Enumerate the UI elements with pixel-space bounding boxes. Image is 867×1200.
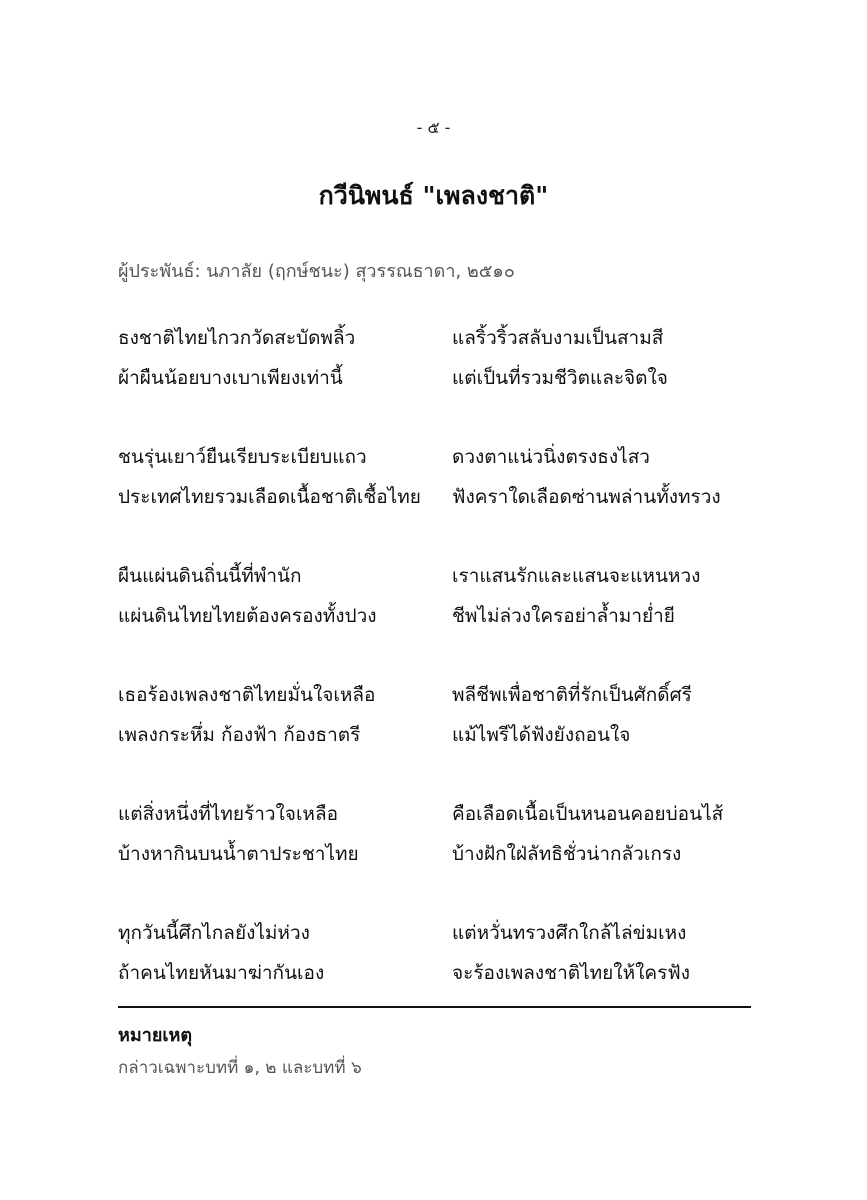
verse-line bbox=[118, 596, 758, 636]
verse-second-half: พลีชีพเพื่อชาติที่รักเป็นศักดิ์ศรี bbox=[452, 684, 692, 706]
verse-line bbox=[118, 953, 758, 993]
note-text: กล่าวเฉพาะบทที่ ๑, ๒ และบทที่ ๖ bbox=[118, 1058, 362, 1078]
verse-second-half: จะร้องเพลงชาติไทยให้ใครฟัง bbox=[452, 962, 691, 984]
poem-body bbox=[118, 318, 758, 1032]
verse-second-half: ชีพไม่ล่วงใครอย่าล้ำมาย่ำยี bbox=[452, 605, 675, 627]
verse-first-half: ประเทศไทยรวมเลือดเนื้อชาติเชื้อไทย bbox=[118, 486, 421, 508]
verse-line bbox=[118, 715, 758, 755]
verse-line bbox=[118, 834, 758, 874]
verse-line bbox=[118, 477, 758, 517]
stanza bbox=[118, 675, 758, 755]
verse-first-half: แผ่นดินไทยไทยต้องครองทั้งปวง bbox=[118, 605, 377, 627]
verse-first-half: ชนรุ่นเยาว์ยืนเรียบระเบียบแถว bbox=[118, 446, 367, 468]
footnote-divider bbox=[118, 1006, 751, 1008]
verse-first-half: ทุกวันนี้ศึกไกลยังไม่ห่วง bbox=[118, 922, 310, 944]
verse-line bbox=[118, 675, 758, 715]
verse-first-half: ผ้าผืนน้อยบางเบาเพียงเท่านี้ bbox=[118, 367, 343, 389]
verse-second-half: ดวงตาแน่วนิ่งตรงธงไสว bbox=[452, 446, 650, 468]
verse-first-half: ผืนแผ่นดินถิ่นนี้ที่พำนัก bbox=[118, 565, 302, 587]
verse-second-half: เราแสนรักและแสนจะแหนหวง bbox=[452, 565, 701, 587]
verse-first-half: เธอร้องเพลงชาติไทยมั่นใจเหลือ bbox=[118, 684, 376, 706]
stanza bbox=[118, 556, 758, 636]
verse-second-half: คือเลือดเนื้อเป็นหนอนคอยบ่อนไส้ bbox=[452, 803, 724, 825]
verse-second-half: แต่เป็นที่รวมชีวิตและจิตใจ bbox=[452, 367, 668, 389]
stanza bbox=[118, 437, 758, 517]
verse-first-half: เพลงกระหึ่ม ก้องฟ้า ก้องธาตรี bbox=[118, 724, 361, 746]
verse-line bbox=[118, 437, 758, 477]
author-line: ผู้ประพันธ์: นภาลัย (ฤกษ์ชนะ) สุวรรณธาดา, ๒๕๑๐ bbox=[118, 261, 515, 282]
verse-first-half: ถ้าคนไทยหันมาฆ่ากันเอง bbox=[118, 962, 325, 984]
verse-line bbox=[118, 794, 758, 834]
verse-second-half: แต่หวั่นทรวงศึกใกล้ไล่ข่มเหง bbox=[452, 922, 687, 944]
verse-second-half: บ้างฝักใฝ่ลัทธิชั่วน่ากลัวเกรง bbox=[452, 843, 682, 865]
verse-second-half: ฟังคราใดเลือดซ่านพล่านทั้งทรวง bbox=[452, 486, 721, 508]
verse-line bbox=[118, 913, 758, 953]
verse-first-half: ธงชาติไทยไกวกวัดสะบัดพลิ้ว bbox=[118, 327, 356, 349]
verse-line bbox=[118, 556, 758, 596]
verse-line bbox=[118, 318, 758, 358]
verse-second-half: แลริ้วริ้วสลับงามเป็นสามสี bbox=[452, 327, 664, 349]
page-number: - ๕ - bbox=[416, 118, 451, 137]
verse-first-half: บ้างหากินบนน้ำตาประชาไทย bbox=[118, 843, 359, 865]
verse-second-half: แม้ไพรีได้ฟังยังถอนใจ bbox=[452, 724, 631, 746]
note-heading: หมายเหตุ bbox=[118, 1025, 193, 1046]
poem-title: กวีนิพนธ์ "เพลงชาติ" bbox=[318, 181, 549, 210]
stanza bbox=[118, 794, 758, 874]
verse-line bbox=[118, 358, 758, 398]
verse-first-half: แต่สิ่งหนึ่งที่ไทยร้าวใจเหลือ bbox=[118, 803, 339, 825]
stanza bbox=[118, 318, 758, 398]
stanza bbox=[118, 913, 758, 993]
